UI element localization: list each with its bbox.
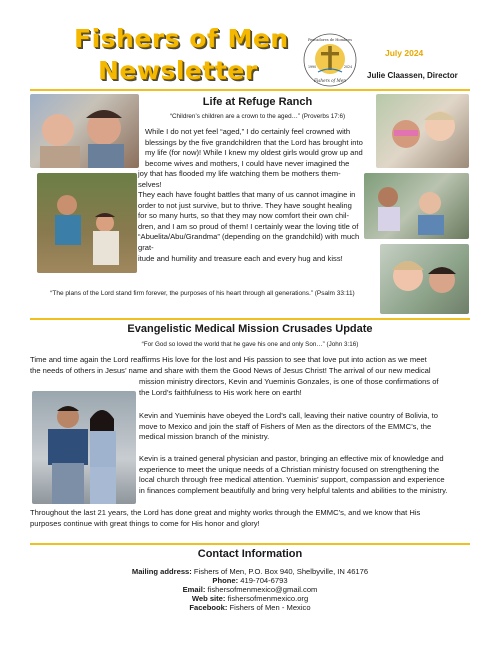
- photo-children-playing: [364, 173, 469, 239]
- director-name: Julie Claassen, Director: [367, 71, 458, 80]
- article1-title: Life at Refuge Ranch: [202, 96, 313, 108]
- photo-grandchildren-garden: [37, 173, 137, 273]
- photo-kevin-and-yueminis: [32, 391, 136, 504]
- contact-title: Contact Information: [197, 548, 303, 560]
- article2-paragraph2: Kevin and Yueminis have obeyed the Lord’s call, leaving their native country of Bolivia, to move to Mexico and join the staff of Fishers of Men as the directors of the EMMC’s, the medical mission branch of the ministry.: [139, 411, 439, 442]
- website-link[interactable]: Web site: fishersofmenmexico.org: [191, 594, 309, 603]
- email[interactable]: Email: fishersofmenmexico@gmail.com: [182, 585, 318, 594]
- article1-paragraph1-tail: joy that has flooded my life watching them be mothers them- selves!: [138, 169, 341, 189]
- article2-paragraph3: Kevin is a trained general physician and pastor, bringing an effective mix of knowledge and experience to meet the unique needs of a Christian ministry focused on strengthening the local church through free medical attention. Yueminis’ support, compassion and experience in finances complement beautifully and bring very helpful talents and abilities to the ministry.: [139, 454, 448, 495]
- article2-intro: Time and time again the Lord reaffirms His love for the lost and His passion to see that love put into action as we meet the needs of others in Jesus’ name and share with them the Good News of Jesus Christ! The arrival of our new medical: [30, 355, 431, 375]
- article1-paragraph2: They each have fought battles that many of us cannot imagine in order to not just survive, but to thrive. They have sought healing for so many hurts, so that they may now comfort their own chil- dren, and I am so proud of them! I certainly wear the loving title of “Abuelita/Abu/Grandma” (depending on the grandchild) with much grat- itude and humility and treasure each and every hug and kiss!: [138, 190, 360, 263]
- article1-closing-quote: “The plans of the Lord stand firm forever, the purposes of his heart through all generations.” (Psalm 33:11): [50, 290, 355, 297]
- contact-block: [30, 567, 470, 612]
- mailing-address: Mailing address: Fishers of Men, P.O. Box 940, Shelbyville, IN 46176: [131, 567, 369, 576]
- svg-text:1990: 1990: [308, 65, 317, 69]
- svg-text:2024: 2024: [344, 65, 353, 69]
- newsletter-title-line2: Newsletter: [98, 56, 258, 85]
- issue-date: July 2024: [385, 48, 424, 58]
- svg-text:Fishers of Men: Fishers of Men: [314, 78, 346, 83]
- article2-quote: “For God so loved the world that he gave his one and only Son…” (John 3:16): [141, 341, 359, 348]
- section-divider-2: [30, 543, 470, 545]
- newsletter-title-line1: Fishers of Men: [74, 24, 289, 53]
- header-divider: [30, 89, 470, 91]
- article2-paragraph4: Throughout the last 21 years, the Lord has done great and mighty works through the EMMC’s, and we know that His purposes continue with great things to come for His honor and glory!: [30, 508, 421, 528]
- facebook-link[interactable]: Facebook: Fishers of Men - Mexico: [189, 603, 311, 612]
- article2-title: Evangelistic Medical Mission Crusades Update: [127, 323, 373, 335]
- article1-paragraph1: While I do not yet feel “aged,” I do certainly feel crowned with blessings by the five grandchildren that the Lord has brought into my life (for now)! While I knew my oldest girls would grow up and become wives and mothers, I could have never imagined the: [145, 127, 363, 168]
- svg-text:Pescadores de Hombres: Pescadores de Hombres: [308, 38, 352, 42]
- phone: Phone: 419-704-6793: [212, 576, 288, 585]
- section-divider-1: [30, 318, 470, 320]
- article1-quote: “Children’s children are a crown to the aged…” (Proverbs 17:6): [169, 113, 346, 120]
- ministry-logo: [302, 32, 358, 88]
- photo-grandmother-with-granddaughter: [376, 94, 469, 168]
- article2-intro-wrap: mission ministry directors, Kevin and Yueminis Gonzales, is one of those confirmations of the Lord’s faithfulness to His work here on earth!: [139, 377, 439, 397]
- photo-grandmother-selfie: [380, 244, 469, 314]
- photo-grandmother-with-baby: [30, 94, 139, 168]
